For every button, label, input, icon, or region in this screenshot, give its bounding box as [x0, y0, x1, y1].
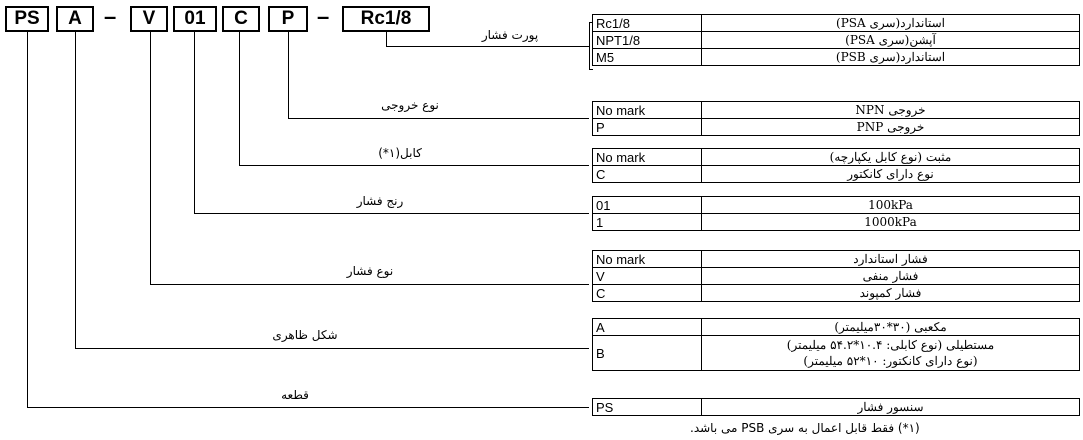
desc-cell: فشار منفی [702, 268, 1080, 285]
code-cell: P [593, 119, 702, 136]
table-row [593, 285, 1080, 302]
table-row [593, 15, 1080, 32]
label-part: قطعه [281, 388, 309, 402]
code-box-v: V [130, 6, 168, 32]
connector-range-h [194, 213, 589, 214]
connector-output-h [288, 118, 589, 119]
code-cell: PS [593, 399, 702, 416]
connector-range-v [194, 32, 195, 213]
code-box-port: Rc1/8 [342, 6, 430, 32]
desc-cell: فشار کمپوند [702, 285, 1080, 302]
connector-output-v [288, 32, 289, 118]
connector-shape-v [75, 32, 76, 348]
table-row [593, 319, 1080, 336]
table-output-type [592, 101, 1080, 136]
connector-port-bracket [589, 22, 590, 70]
desc-line-1: مستطیلی (نوع کابلی: ۱۰.۴*۵۴.۲ میلیمتر) [786, 338, 995, 352]
code-cell: V [593, 268, 702, 285]
label-cable: کابل(۱*) [378, 146, 422, 160]
code-cell: No mark [593, 251, 702, 268]
code-cell: 1 [593, 214, 702, 231]
desc-cell: 100kPa [702, 197, 1080, 214]
table-row [593, 166, 1080, 183]
desc-line-2: (نوع دارای کانکتور: ۱۰*۵۲ میلیمتر) [803, 354, 978, 368]
code-cell: C [593, 285, 702, 302]
table-row [593, 336, 1080, 371]
desc-cell: نوع دارای کانکتور [702, 166, 1080, 183]
label-output-type: نوع خروجی [381, 98, 439, 112]
table-pressure-port [592, 14, 1080, 66]
code-cell: B [593, 336, 702, 371]
desc-cell [702, 336, 1080, 371]
label-shape: شکل ظاهری [272, 328, 338, 342]
connector-ptype-v [150, 32, 151, 284]
connector-ptype-h [150, 284, 589, 285]
desc-cell: خروجی PNP [702, 119, 1080, 136]
connector-cable-v [239, 32, 240, 165]
code-box-01: 01 [173, 6, 217, 32]
table-row [593, 214, 1080, 231]
table-row [593, 49, 1080, 66]
table-row [593, 32, 1080, 49]
code-dash-2: – [317, 4, 330, 29]
desc-cell: مثبت (نوع کابل یکپارچه) [702, 149, 1080, 166]
table-row [593, 102, 1080, 119]
code-box-c: C [222, 6, 260, 32]
code-cell: Rc1/8 [593, 15, 702, 32]
desc-cell: استاندارد(سری PSA) [702, 15, 1080, 32]
code-box-a: A [56, 6, 94, 32]
desc-cell: استاندارد(سری PSB) [702, 49, 1080, 66]
connector-cable-h [239, 165, 589, 166]
connector-part-v [27, 32, 28, 407]
desc-cell: خروجی NPN [702, 102, 1080, 119]
code-dash-1: – [104, 4, 117, 29]
table-row [593, 149, 1080, 166]
table-shape [592, 318, 1080, 371]
table-pressure-range [592, 196, 1080, 231]
table-row [593, 119, 1080, 136]
table-row [593, 197, 1080, 214]
code-box-p: P [268, 6, 308, 32]
code-cell: No mark [593, 102, 702, 119]
code-cell: C [593, 166, 702, 183]
footnote: (۱*) فقط قابل اعمال به سری PSB می باشد. [690, 421, 920, 435]
code-cell: NPT1/8 [593, 32, 702, 49]
label-pressure-range: رنج فشار [356, 194, 404, 208]
desc-cell: فشار استاندارد [702, 251, 1080, 268]
table-row [593, 251, 1080, 268]
table-row [593, 399, 1080, 416]
connector-part-h [27, 407, 589, 408]
code-cell: M5 [593, 49, 702, 66]
connector-port-v [386, 32, 387, 46]
desc-cell: 1000kPa [702, 214, 1080, 231]
desc-cell: سنسور فشار [702, 399, 1080, 416]
table-cable [592, 148, 1080, 183]
code-cell: No mark [593, 149, 702, 166]
connector-port-tick2 [589, 69, 593, 70]
label-pressure-port: پورت فشار [481, 28, 539, 42]
desc-cell: مکعبی (۳۰*۳۰میلیمتر) [702, 319, 1080, 336]
connector-port-h [386, 46, 589, 47]
table-pressure-type [592, 250, 1080, 302]
connector-shape-h [75, 348, 589, 349]
code-cell: 01 [593, 197, 702, 214]
table-part [592, 398, 1080, 416]
label-pressure-type: نوع فشار [346, 264, 394, 278]
code-box-ps: PS [5, 6, 49, 32]
table-row [593, 268, 1080, 285]
code-cell: A [593, 319, 702, 336]
desc-cell: آپشن(سری PSA) [702, 32, 1080, 49]
